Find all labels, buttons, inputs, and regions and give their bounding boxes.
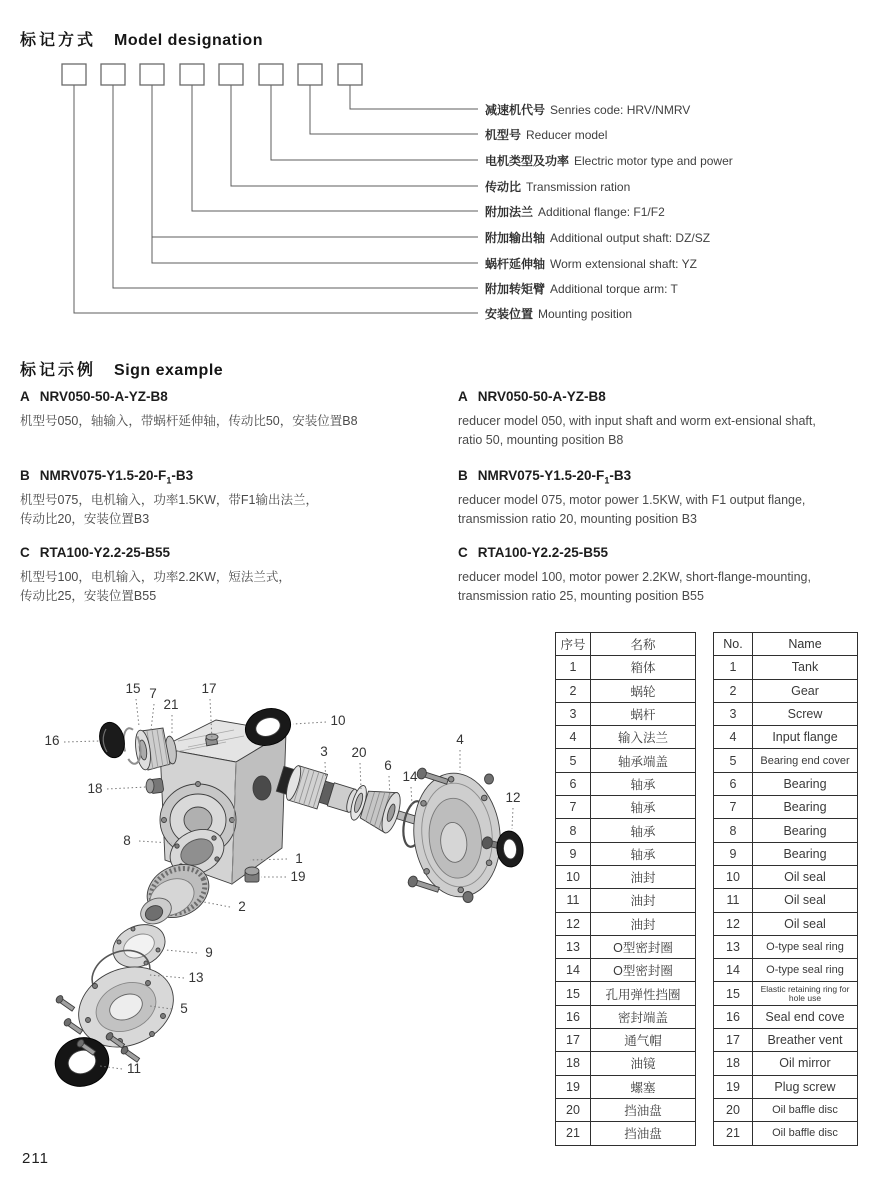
table-row — [556, 1075, 696, 1098]
table-cell: 16 — [714, 1005, 753, 1028]
table-row — [556, 702, 696, 725]
table-header-row — [556, 633, 696, 656]
table-cell: 5 — [714, 749, 753, 772]
part-callout-1: 1 — [295, 851, 303, 866]
part-callout-12: 12 — [505, 790, 521, 805]
table-cell: 17 — [714, 1029, 753, 1052]
table-cell: 19 — [556, 1075, 591, 1098]
example-a-en — [458, 389, 878, 450]
table-row — [556, 842, 696, 865]
table-row — [556, 1052, 696, 1075]
table-cell: 螺塞 — [591, 1075, 696, 1098]
table-cell: Bearing — [753, 796, 858, 819]
table-cell: 2 — [556, 679, 591, 702]
table-cell: Input flange — [753, 726, 858, 749]
table-row — [556, 656, 696, 679]
table-cell: 6 — [556, 772, 591, 795]
table-cell: 15 — [556, 982, 591, 1005]
table-cell: 3 — [556, 702, 591, 725]
table-row — [714, 1098, 858, 1121]
exploded-diagram — [49, 703, 525, 1093]
example-code: C RTA100-Y2.2-25-B55 — [458, 545, 609, 560]
table-header-cell: No. — [714, 633, 753, 656]
example-code: B $NMRV075-Y1.5-20-F_1-B3$ — [20, 468, 194, 486]
table-cell: Oil baffle disc — [753, 1098, 858, 1121]
part-callout-13: 13 — [188, 970, 204, 985]
table-row — [556, 749, 696, 772]
designation-tree-lines — [74, 85, 478, 313]
table-row — [714, 1075, 858, 1098]
part-callout-21: 21 — [163, 697, 179, 712]
part-callout-9: 9 — [205, 945, 213, 960]
table-cell: Elastic retaining ring for hole use — [753, 982, 858, 1005]
table-cell: O型密封圈 — [591, 935, 696, 958]
example-c-zh — [20, 545, 440, 606]
designation-label: 减速机代号 Senries code: HRV/NMRV — [485, 103, 691, 117]
seal-end-cover-16-part — [96, 720, 128, 761]
part-callout-11: 11 — [126, 1061, 141, 1076]
table-cell: 20 — [556, 1098, 591, 1121]
part-callout-2: 2 — [238, 899, 246, 914]
table-row — [714, 656, 858, 679]
example-description: reducer model 100, motor power 2.2KW, short-flange-mounting, transmission ratio 25, mounting position B55 — [458, 569, 811, 603]
table-cell: 蜗轮 — [591, 679, 696, 702]
designation-label: 附加输出轴 Additional output shaft: DZ/SZ — [485, 231, 711, 245]
table-row — [556, 819, 696, 842]
example-description: reducer model 050, with input shaft and worm ext-ensional shaft, ratio 50, mounting position B8 — [458, 413, 816, 447]
oil-mirror-part — [146, 778, 164, 794]
example-description: 机型号075，电机输入，功率1.5KW，带F1输出法兰， 传动比20，安装位置B3 — [20, 492, 318, 526]
table-cell: 挡油盘 — [591, 1122, 696, 1145]
table-row — [714, 959, 858, 982]
part-callout-6: 6 — [384, 758, 392, 773]
example-a-zh — [20, 389, 440, 431]
table-row — [556, 935, 696, 958]
table-cell: Bearing — [753, 842, 858, 865]
part-callout-4: 4 — [456, 732, 464, 747]
table-header-cell: 序号 — [556, 633, 591, 656]
table-row — [714, 865, 858, 888]
table-row — [556, 679, 696, 702]
table-cell: Bearing end cover — [753, 749, 858, 772]
table-row — [556, 772, 696, 795]
designation-label: 附加法兰 Additional flange: F1/F2 — [485, 205, 665, 219]
section-title-example — [20, 357, 223, 380]
table-cell: 输入法兰 — [591, 726, 696, 749]
table-cell: 密封端盖 — [591, 1005, 696, 1028]
table-cell: 16 — [556, 1005, 591, 1028]
example-code: A NRV050-50-A-YZ-B8 — [20, 389, 168, 404]
table-cell: Bearing — [753, 772, 858, 795]
table-row — [556, 1029, 696, 1052]
table-cell: 10 — [556, 865, 591, 888]
table-cell: 14 — [556, 959, 591, 982]
designation-label: 安装位置 Mounting position — [485, 307, 633, 321]
section-title-zh: 标记方式 — [20, 32, 97, 49]
table-cell: 20 — [714, 1098, 753, 1121]
table-cell: Oil seal — [753, 865, 858, 888]
table-cell: 3 — [714, 702, 753, 725]
table-cell: 8 — [556, 819, 591, 842]
table-cell: 10 — [714, 865, 753, 888]
example-code: A NRV050-50-A-YZ-B8 — [458, 389, 606, 404]
table-row — [556, 982, 696, 1005]
table-cell: 2 — [714, 679, 753, 702]
parts-table-zh — [555, 632, 696, 1146]
table-cell: 轴承 — [591, 819, 696, 842]
part-callout-16: 16 — [44, 733, 60, 748]
table-cell: Oil mirror — [753, 1052, 858, 1075]
table-cell: 12 — [556, 912, 591, 935]
table-cell: 轴承 — [591, 772, 696, 795]
table-cell: 9 — [556, 842, 591, 865]
designation-label: 电机类型及功率 Electric motor type and power — [485, 154, 733, 168]
table-cell: O型密封圈 — [591, 959, 696, 982]
designation-label: 机型号 Reducer model — [485, 128, 608, 142]
table-row — [556, 1098, 696, 1121]
table-row — [556, 959, 696, 982]
table-cell: O-type seal ring — [753, 935, 858, 958]
table-row — [714, 679, 858, 702]
input-flange-part — [408, 769, 506, 901]
table-cell: 13 — [714, 935, 753, 958]
table-row — [714, 726, 858, 749]
example-description: 机型号050，轴输入，带蜗杆延伸轴，传动比50，安装位置B8 — [20, 413, 358, 428]
designation-label: 传动比 Transmission ration — [485, 180, 631, 194]
table-cell: Gear — [753, 679, 858, 702]
part-callout-19: 19 — [290, 869, 306, 884]
table-cell: 7 — [714, 796, 753, 819]
example-description: reducer model 075, motor power 1.5KW, with F1 output flange, transmission ratio 20, mounting position B3 — [458, 492, 806, 526]
table-cell: Oil baffle disc — [753, 1122, 858, 1145]
designation-boxes — [62, 64, 362, 85]
table-cell: 轴承 — [591, 796, 696, 819]
table-row — [556, 796, 696, 819]
designation-label: 附加转矩臂 Additional torque arm: T — [485, 282, 678, 296]
table-cell: Tank — [753, 656, 858, 679]
table-cell: Seal end cove — [753, 1005, 858, 1028]
table-cell: 6 — [714, 772, 753, 795]
table-row — [714, 749, 858, 772]
table-cell: 1 — [714, 656, 753, 679]
bearing-cover-7-part — [133, 728, 170, 771]
table-cell: 5 — [556, 749, 591, 772]
bearing-9-part — [106, 917, 172, 976]
table-cell: O-type seal ring — [753, 959, 858, 982]
table-cell: 蜗杆 — [591, 702, 696, 725]
table-cell: 9 — [714, 842, 753, 865]
table-cell: 18 — [556, 1052, 591, 1075]
table-cell: 21 — [556, 1122, 591, 1145]
table-row — [714, 702, 858, 725]
table-row — [714, 935, 858, 958]
part-callout-8: 8 — [123, 833, 131, 848]
example-code: B $NMRV075-Y1.5-20-F_1-B3$ — [458, 468, 632, 486]
example-c-en — [458, 545, 878, 606]
plug-screw-part — [245, 867, 259, 882]
table-cell: 4 — [714, 726, 753, 749]
table-cell: 轴承端盖 — [591, 749, 696, 772]
table-header-cell: 名称 — [591, 633, 696, 656]
section-title-en: Model designation — [114, 32, 263, 49]
part-callout-10: 10 — [330, 713, 346, 728]
table-row — [714, 982, 858, 1005]
table-cell: 通气帽 — [591, 1029, 696, 1052]
table-cell: 1 — [556, 656, 591, 679]
table-row — [556, 1005, 696, 1028]
table-cell: 油镜 — [591, 1052, 696, 1075]
table-row — [556, 912, 696, 935]
table-cell: 8 — [714, 819, 753, 842]
table-cell: 14 — [714, 959, 753, 982]
part-callout-18: 18 — [87, 781, 103, 796]
table-cell: 12 — [714, 912, 753, 935]
table-row — [714, 1005, 858, 1028]
part-callout-5: 5 — [180, 1001, 188, 1016]
table-row — [714, 819, 858, 842]
example-b-en — [458, 468, 878, 529]
table-cell: 7 — [556, 796, 591, 819]
table-header-cell: Name — [753, 633, 858, 656]
example-code: C RTA100-Y2.2-25-B55 — [20, 545, 171, 560]
table-row — [714, 912, 858, 935]
table-row — [714, 889, 858, 912]
table-cell: 油封 — [591, 889, 696, 912]
table-cell: 18 — [714, 1052, 753, 1075]
section-title-en: Sign example — [114, 362, 224, 379]
table-header-row — [714, 633, 858, 656]
table-row — [714, 1052, 858, 1075]
designation-label: 蜗杆延伸轴 Worm extensional shaft: YZ — [485, 257, 697, 271]
table-cell: 21 — [714, 1122, 753, 1145]
example-description: 机型号100，电机输入，功率2.2KW，短法兰式， 传动比25，安装位置B55 — [20, 569, 291, 603]
parts-table-en — [713, 632, 858, 1146]
table-cell: 4 — [556, 726, 591, 749]
table-cell: 15 — [714, 982, 753, 1005]
table-row — [556, 1122, 696, 1145]
table-cell: 11 — [556, 889, 591, 912]
table-cell: Breather vent — [753, 1029, 858, 1052]
table-cell: 挡油盘 — [591, 1098, 696, 1121]
table-row — [714, 842, 858, 865]
table-cell: 箱体 — [591, 656, 696, 679]
table-cell: 13 — [556, 935, 591, 958]
part-callout-14: 14 — [402, 769, 418, 784]
table-cell: Oil seal — [753, 889, 858, 912]
table-cell: Plug screw — [753, 1075, 858, 1098]
table-cell: 轴承 — [591, 842, 696, 865]
table-row — [714, 1122, 858, 1145]
table-row — [714, 796, 858, 819]
part-callout-17: 17 — [201, 681, 217, 696]
table-row — [556, 889, 696, 912]
table-row — [556, 726, 696, 749]
table-cell: Oil seal — [753, 912, 858, 935]
part-callout-3: 3 — [320, 744, 328, 759]
table-cell: 孔用弹性挡圈 — [591, 982, 696, 1005]
table-cell: Bearing — [753, 819, 858, 842]
table-row — [714, 772, 858, 795]
table-cell: 油封 — [591, 865, 696, 888]
table-row — [556, 865, 696, 888]
section-title-zh: 标记示例 — [20, 362, 97, 379]
table-row — [714, 1029, 858, 1052]
example-b-zh — [20, 468, 440, 529]
table-cell: Screw — [753, 702, 858, 725]
page-number: 211 — [22, 1150, 49, 1167]
part-callout-15: 15 — [125, 681, 141, 696]
section-title-designation — [20, 27, 263, 50]
table-cell: 油封 — [591, 912, 696, 935]
part-callout-20: 20 — [351, 745, 367, 760]
table-cell: 19 — [714, 1075, 753, 1098]
table-cell: 11 — [714, 889, 753, 912]
table-cell: 17 — [556, 1029, 591, 1052]
part-callout-7: 7 — [149, 686, 157, 701]
